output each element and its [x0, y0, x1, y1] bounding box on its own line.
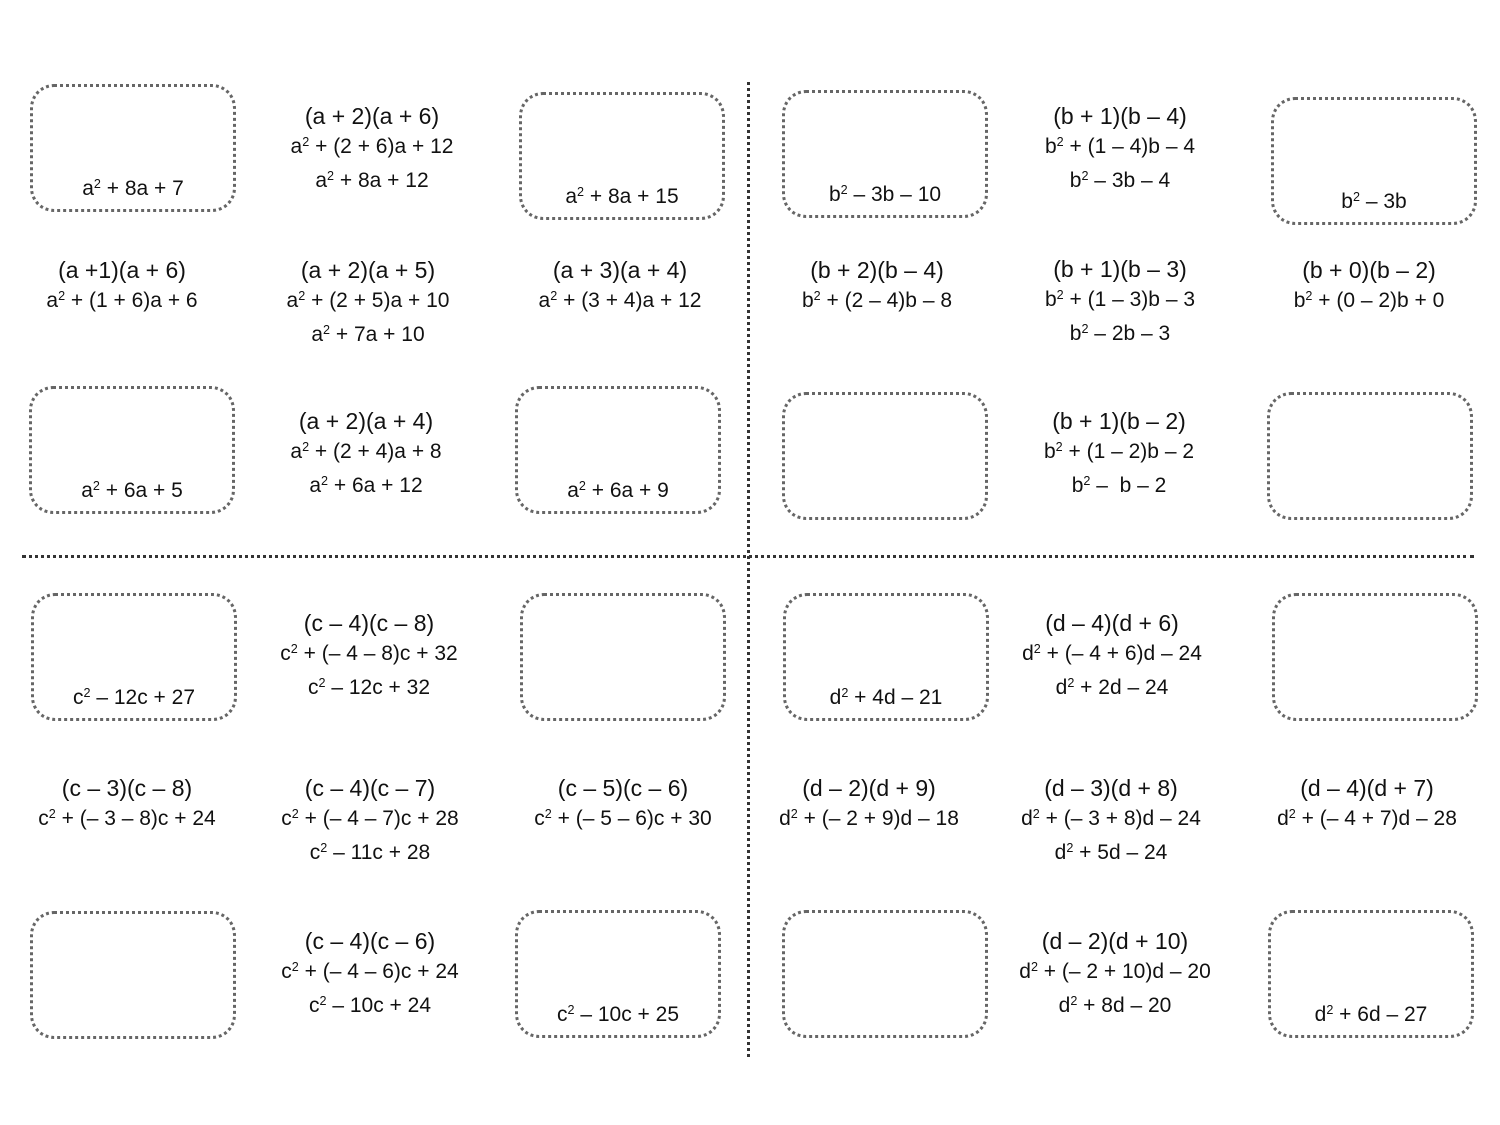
vertical-divider: [747, 82, 750, 1057]
factored-form: (b + 2)(b – 4): [810, 257, 944, 283]
expanded-form: $b^2 + (1 - 2)b - 2$: [1043, 440, 1195, 463]
expanded-form: $c^2$ + (– 3 – 8)c + 24: [38, 807, 216, 830]
expression-block: [1019, 927, 1211, 1023]
expression-block: [1044, 407, 1194, 503]
answer-card[interactable]: [782, 910, 988, 1038]
expression-block: [280, 609, 457, 705]
factored-form: (d – 4)(d + 7): [1300, 775, 1434, 801]
expanded-form: $b^2 + (0 - 2)b + 0$: [1293, 289, 1445, 312]
expression-block: [281, 927, 458, 1023]
simplified-form: $c^2 - 11c + 28$: [309, 841, 431, 864]
card-answer: $c^2 - 12c + 27$: [72, 686, 195, 709]
answer-card[interactable]: [30, 911, 236, 1039]
expanded-form: $c^2$ + (– 5 – 6)c + 30: [534, 807, 712, 830]
factored-form: (c – 4)(c – 6): [304, 928, 436, 954]
factored-form: (c – 4)(c – 7): [304, 775, 436, 801]
card-answer: $a^2 + 6a + 5$: [81, 479, 183, 502]
expression-block: [281, 774, 458, 870]
simplified-form: $b^2 - 3b - 4$: [1069, 169, 1171, 192]
simplified-form: $d^2 + 5d - 24$: [1054, 841, 1168, 864]
expression-block: [38, 774, 215, 836]
answer-card[interactable]: [515, 386, 721, 514]
simplified-form: $d^2 + 2d - 24$: [1055, 676, 1169, 699]
answer-card[interactable]: [1268, 910, 1474, 1038]
answer-card[interactable]: [782, 392, 988, 520]
answer-card[interactable]: [515, 910, 721, 1038]
answer-card[interactable]: [1267, 392, 1473, 520]
expanded-form: $c^2$ + (– 4 – 7)c + 28: [281, 807, 459, 830]
card-answer: $b^2 - 3b - 10$: [828, 183, 942, 206]
answer-card[interactable]: [783, 593, 989, 721]
card-answer: $c^2 - 10c + 25$: [556, 1003, 679, 1026]
expression-block: [46, 256, 197, 318]
simplified-form: $b^2$ – b – 2: [1071, 474, 1167, 497]
answer-card[interactable]: [782, 90, 988, 218]
factored-form: (d – 2)(d + 10): [1041, 928, 1189, 954]
factored-form: (d – 4)(d + 6): [1045, 610, 1179, 636]
answer-card[interactable]: [1271, 97, 1477, 225]
simplified-form: $c^2 - 12c + 32$: [307, 676, 431, 699]
factored-form: (c – 3)(c – 8): [61, 775, 193, 801]
factored-form: (c – 4)(c – 8): [303, 610, 435, 636]
expanded-form: $a^2 + (2 + 5)a + 10$: [286, 289, 450, 312]
factored-form: (d – 2)(d + 9): [802, 775, 936, 801]
expanded-form: $d^2$ + (– 4 + 7)d – 28: [1277, 807, 1457, 830]
simplified-form: $a^2 + 6a + 12$: [309, 474, 423, 497]
expanded-form: $a^2 + (2 + 6)a + 12$: [290, 135, 454, 158]
expression-block: [1294, 256, 1445, 318]
simplified-form: $a^2 + 7a + 10$: [311, 323, 425, 346]
expression-block: [290, 407, 441, 503]
expression-block: [534, 774, 711, 836]
answer-card[interactable]: [31, 593, 237, 721]
expanded-form: $d^2$ + (– 3 + 8)d – 24: [1021, 807, 1201, 830]
answer-card[interactable]: [519, 92, 725, 220]
expression-block: [1277, 774, 1457, 836]
simplified-form: $d^2 + 8d - 20$: [1058, 994, 1172, 1017]
expression-block: [539, 256, 702, 318]
factored-form: (a + 2)(a + 4): [298, 408, 434, 434]
card-answer: $d^2 + 4d - 21$: [829, 686, 943, 709]
card-answer: $b^2 - 3b$: [1341, 190, 1407, 213]
expanded-form: $b^2 + (2 - 4)b - 8$: [801, 289, 953, 312]
card-answer: $d^2 + 6d - 27$: [1314, 1003, 1428, 1026]
expression-block: [1045, 102, 1195, 198]
answer-card[interactable]: [30, 84, 236, 212]
expression-block: [1022, 609, 1202, 705]
card-answer: $a^2 + 8a + 15$: [565, 185, 679, 208]
expanded-form: $d^2$ + (– 4 + 6)d – 24: [1022, 642, 1202, 665]
answer-card[interactable]: [29, 386, 235, 514]
expression-block: [291, 102, 454, 198]
expanded-form: $a^2 + (1 + 6)a + 6$: [46, 289, 198, 312]
factored-form: (b + 1)(b – 3): [1053, 256, 1187, 282]
factored-form: (a + 2)(a + 5): [300, 257, 436, 283]
card-answer: $a^2 + 8a + 7$: [82, 177, 184, 200]
factored-form: (b + 1)(b – 4): [1053, 103, 1187, 129]
factored-form: (a +1)(a + 6): [58, 257, 186, 283]
expanded-form: $a^2 + (3 + 4)a + 12$: [538, 289, 702, 312]
factored-form: (b + 1)(b – 2): [1052, 408, 1186, 434]
expanded-form: $b^2 + (1 - 4)b - 4$: [1044, 135, 1196, 158]
factored-form: (c – 5)(c – 6): [557, 775, 689, 801]
expanded-form: $a^2 + (2 + 4)a + 8$: [290, 440, 442, 463]
simplified-form: $b^2 - 2b - 3$: [1069, 322, 1171, 345]
expanded-form: $d^2$ + (– 2 + 9)d – 18: [779, 807, 959, 830]
expression-block: [287, 256, 450, 352]
expression-block: [1045, 255, 1195, 351]
expanded-form: $c^2$ + (– 4 – 6)c + 24: [281, 960, 459, 983]
expression-block: [802, 256, 952, 318]
expression-block: [779, 774, 959, 836]
card-answer: $a^2 + 6a + 9$: [567, 479, 669, 502]
expression-block: [1021, 774, 1201, 870]
answer-card[interactable]: [520, 593, 726, 721]
factored-form: (b + 0)(b – 2): [1302, 257, 1436, 283]
simplified-form: $a^2 + 8a + 12$: [315, 169, 429, 192]
factored-form: (a + 2)(a + 6): [304, 103, 440, 129]
factored-form: (a + 3)(a + 4): [552, 257, 688, 283]
expanded-form: $b^2 + (1 - 3)b - 3$: [1044, 288, 1196, 311]
expanded-form: $d^2$ + (– 2 + 10)d – 20: [1019, 960, 1211, 983]
factored-form: (d – 3)(d + 8): [1044, 775, 1178, 801]
expanded-form: $c^2$ + (– 4 – 8)c + 32: [280, 642, 458, 665]
simplified-form: $c^2 - 10c + 24$: [308, 994, 432, 1017]
horizontal-divider: [22, 555, 1474, 558]
answer-card[interactable]: [1272, 593, 1478, 721]
